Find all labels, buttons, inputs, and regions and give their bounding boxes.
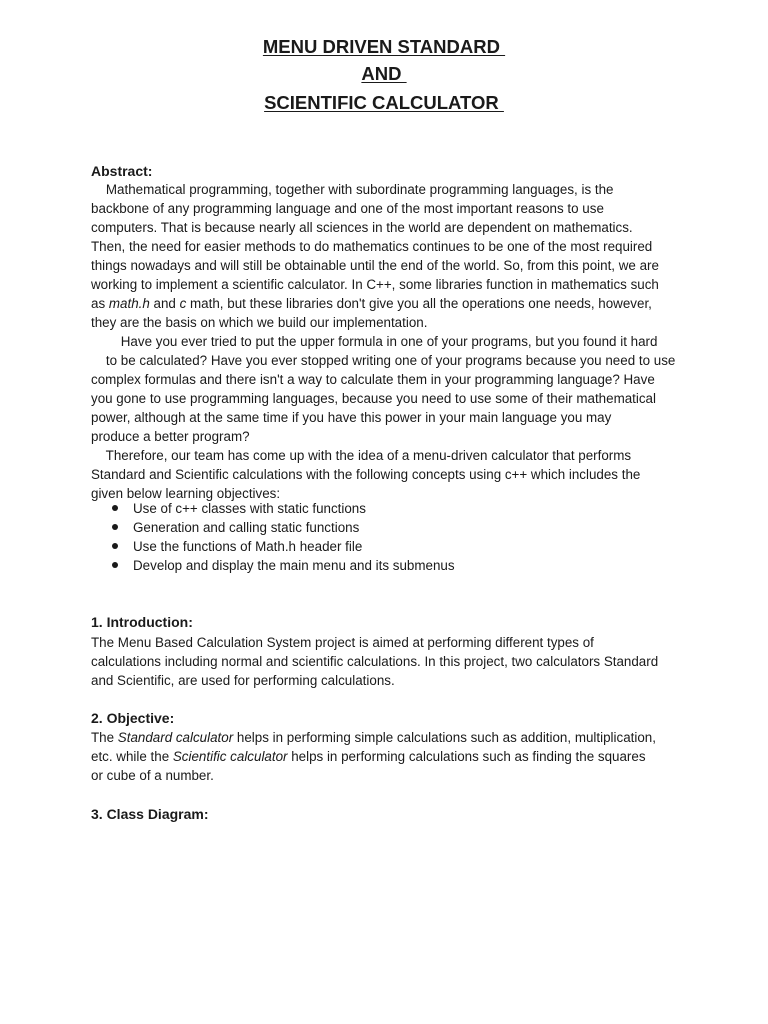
introduction-heading: 1. Introduction:	[91, 614, 193, 630]
document-title-line-3: SCIENTIFIC CALCULATOR	[264, 92, 504, 113]
text-line: Then, the need for easier methods to do mathematics continues to be one of the most required	[91, 239, 653, 254]
text-line: The Menu Based Calculation System project is aimed at performing different types of	[91, 635, 594, 650]
bullet-icon	[112, 524, 118, 530]
text-line: they are the basis on which we build our implementation.	[91, 315, 428, 330]
text-line: you gone to use programming languages, because you need to use some of their mathematical	[91, 391, 656, 406]
text-segment: math, but these libraries don't give you all the operations one needs, however,	[186, 296, 652, 311]
text-line: and Scientific, are used for performing calculations.	[91, 673, 395, 688]
objectives-list	[112, 499, 455, 575]
list-item-text: Use of c++ classes with static functions	[133, 501, 366, 516]
abstract-heading: Abstract:	[91, 163, 153, 179]
bullet-icon	[112, 543, 118, 549]
text-segment: The	[91, 730, 118, 745]
text-line: power, although at the same time if you have this power in your main language you may	[91, 410, 612, 425]
class-diagram-heading: 3. Class Diagram:	[91, 806, 209, 822]
list-item	[112, 499, 455, 518]
text-segment: as	[91, 296, 109, 311]
text-line: to be calculated? Have you ever stopped writing one of your programs because you need to use	[91, 353, 676, 368]
text-line: produce a better program?	[91, 429, 250, 444]
italic-term: c	[179, 296, 187, 311]
text-line: or cube of a number.	[91, 768, 214, 783]
text-line: things nowadays and will still be obtainable until the end of the world. So, from this point, we are	[91, 258, 659, 273]
list-item-text: Generation and calling static functions	[133, 520, 360, 535]
text-line: given below learning objectives:	[91, 486, 281, 501]
abstract-body	[91, 180, 675, 503]
text-line	[91, 747, 656, 766]
text-line: complex formulas and there isn't a way to calculate them in your programming language? Have	[91, 372, 655, 387]
bullet-icon	[112, 562, 118, 568]
list-item	[112, 537, 455, 556]
objective-heading: 2. Objective:	[91, 710, 175, 726]
text-line	[91, 294, 675, 313]
list-item	[112, 518, 455, 537]
text-segment: and	[149, 296, 180, 311]
list-item-text: Develop and display the main menu and its submenus	[133, 558, 455, 573]
bullet-icon	[112, 505, 118, 511]
italic-term: math.h	[108, 296, 150, 311]
objective-body	[91, 728, 656, 785]
text-line: Have you ever tried to put the upper formula in one of your programs, but you found it hard	[91, 334, 658, 349]
text-segment: helps in performing calculations such as finding the squares	[287, 749, 646, 764]
text-line: computers. That is because nearly all sciences in the world are dependent on mathematics.	[91, 220, 633, 235]
text-line: working to implement a scientific calculator. In C++, some libraries function in mathematics such	[91, 277, 659, 292]
text-segment: etc. while the	[91, 749, 173, 764]
introduction-body	[91, 633, 658, 690]
list-item	[112, 556, 455, 575]
text-line: calculations including normal and scientific calculations. In this project, two calculators Standard	[91, 654, 659, 669]
document-title-line-2: AND	[361, 63, 407, 84]
text-line: Therefore, our team has come up with the idea of a menu-driven calculator that performs	[91, 448, 632, 463]
text-segment: helps in performing simple calculations such as addition, multiplication,	[233, 730, 656, 745]
text-line: Mathematical programming, together with subordinate programming languages, is the	[91, 182, 614, 197]
text-line: backbone of any programming language and one of the most important reasons to use	[91, 201, 604, 216]
italic-term: Standard calculator	[117, 730, 234, 745]
text-line	[91, 728, 656, 747]
document-title-line-1: MENU DRIVEN STANDARD	[262, 36, 506, 57]
text-line: Standard and Scientific calculations with the following concepts using c++ which includes the	[91, 467, 641, 482]
italic-term: Scientific calculator	[172, 749, 288, 764]
list-item-text: Use the functions of Math.h header file	[133, 539, 363, 554]
